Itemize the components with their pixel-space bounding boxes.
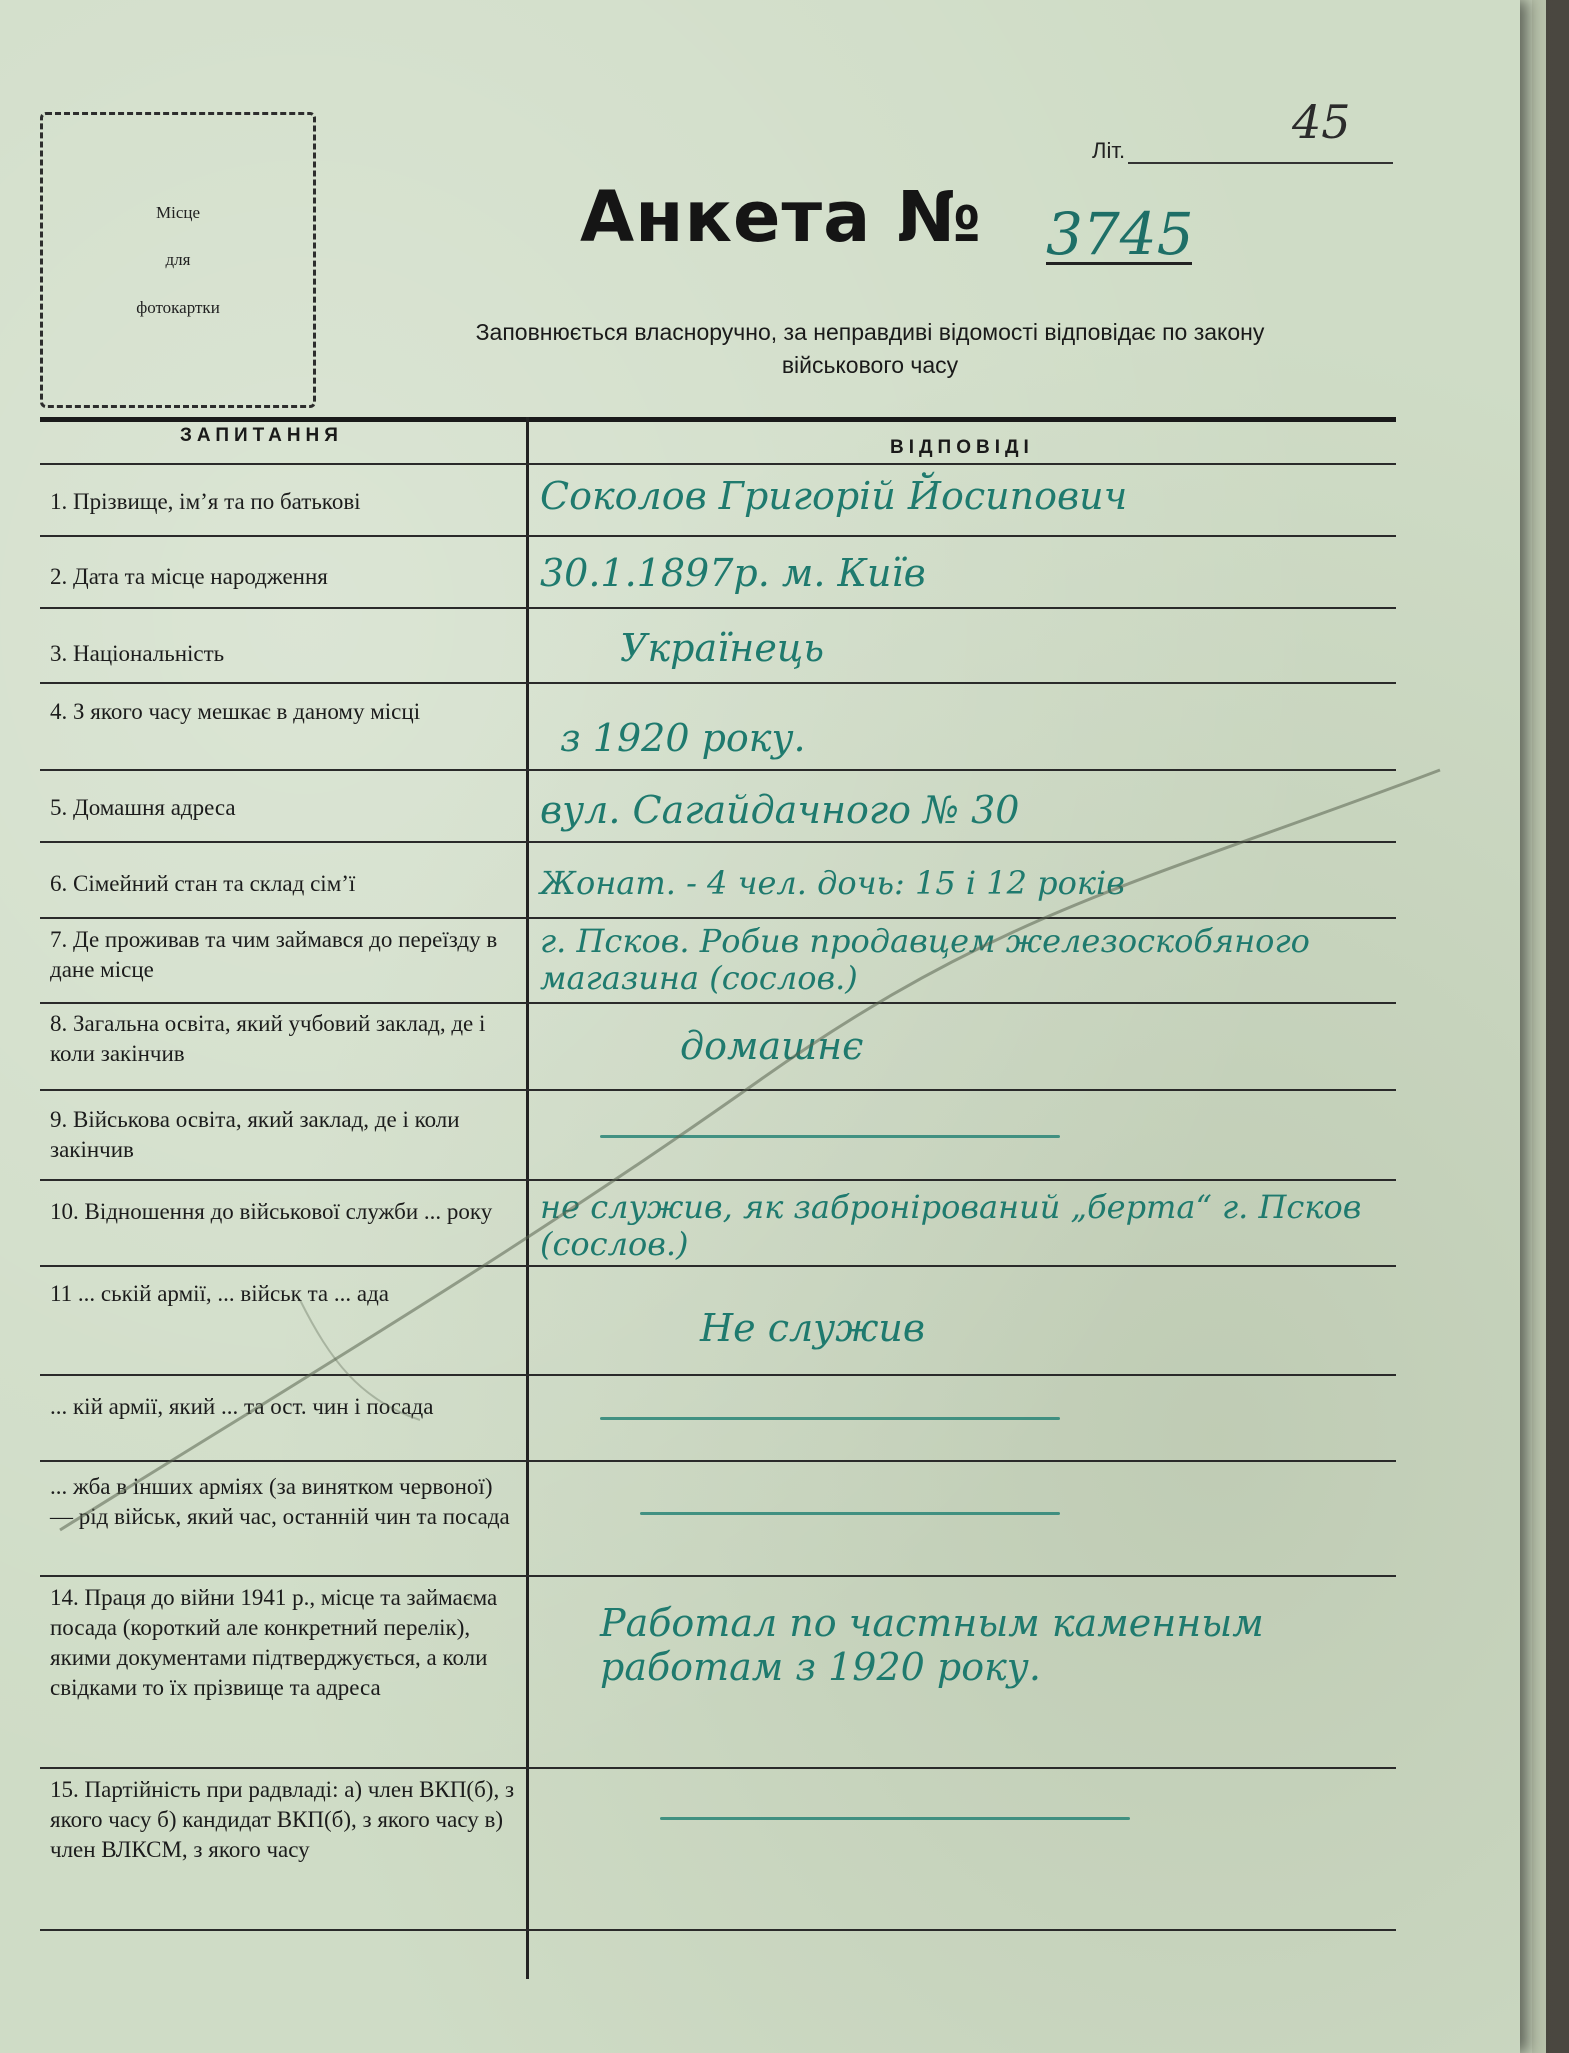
answer-14: Работал по частным каменным работам з 1920 року. [600,1601,1264,1689]
answer-10: не служив, як забронірований „берта“ г. Псков (сослов.) [540,1188,1362,1263]
question-13: ... жба в інших арміях (за винятком червоної) — рід військ, який час, останній чин та посада [50,1474,510,1529]
subtitle-line-2: військового часу [781,352,959,379]
lit-value: 45 [1292,95,1351,149]
answer-11: Не служив [700,1306,926,1350]
subtitle-line-1: Заповнюється власноручно, за неправдиві відомості відповідає по закону [475,319,1265,345]
photo-label-3: фотокартки [136,297,220,317]
lit-label: Літ. [1092,138,1126,163]
photo-label-1: Місце [155,202,201,222]
question-11: 11 ... ській армії, ... військ та ... ада [50,1281,390,1306]
question-15: 15. Партійність при радвладі: а) член ВКП(б), з якого часу б) кандидат ВКП(б), з якого часу в) член ВЛКСМ, з якого часу [50,1777,515,1862]
answer-2: 30.1.1897р. м. Київ [540,551,926,595]
question-5: 5. Домашня адреса [50,795,236,820]
col-header-answers: ВІДПОВІДІ [890,437,1034,458]
title-number: 3745 [1046,200,1194,268]
question-7: 7. Де проживав та чим займався до переїзду в дане місце [50,927,498,982]
question-2: 2. Дата та місце народження [50,564,328,589]
question-8: 8. Загальна освіта, який учбовий заклад, де і коли закінчив [50,1011,486,1066]
question-1: 1. Прізвище, ім’я та по батькові [50,489,361,514]
question-6: 6. Сімейний стан та склад сім’ї [50,871,356,896]
question-4: 4. З якого часу мешкає в даному місці [50,699,421,724]
question-3: 3. Національність [50,641,225,666]
answer-3: Українець [620,626,825,670]
photo-label-2: для [165,250,191,270]
col-header-questions: ЗАПИТАННЯ [180,425,343,446]
answer-7: г. Псков. Робив продавцем железоскобяного магазина (сослов.) [540,922,1310,997]
page-title: Анкета № [580,176,982,258]
answer-8: домашнє [680,1024,864,1068]
answer-5: вул. Сагайдачного № 30 [540,788,1020,832]
answer-4: з 1920 року. [560,716,806,760]
question-12: ... кій армії, який ... та ост. чин і посада [50,1394,434,1419]
question-10: 10. Відношення до військової служби ... року [50,1199,493,1224]
answer-1: Соколов Григорій Йосипович [540,474,1128,518]
question-14: 14. Праця до війни 1941 р., місце та займаєма посада (короткий але конкретний перелік), якими документами підтверджується, а коли свідками то їх прізвище та адреса [50,1585,498,1700]
answer-6: Жонат. - 4 чел. дочь: 15 і 12 років [540,864,1125,902]
question-9: 9. Військова освіта, який заклад, де і коли закінчив [50,1107,460,1162]
